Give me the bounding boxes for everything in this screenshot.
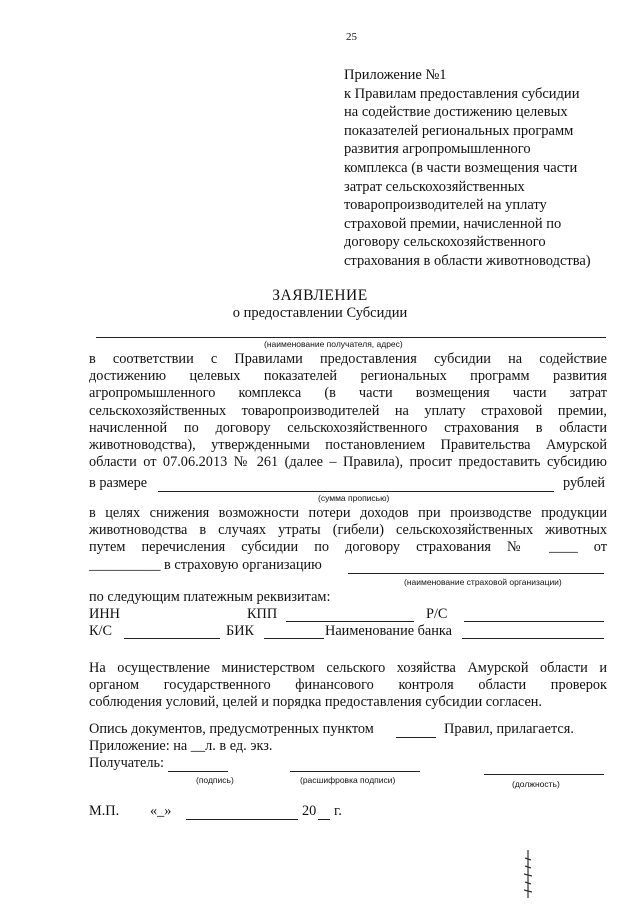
amount-hint: (сумма прописью) bbox=[318, 493, 390, 503]
recipient-field-line[interactable] bbox=[96, 337, 606, 338]
appendix-line: к Правилам предоставления субсидии bbox=[344, 85, 580, 102]
date-month-field[interactable] bbox=[186, 819, 298, 820]
bik-field-line[interactable] bbox=[264, 638, 324, 639]
paragraph-line: На осуществление министерством сельского хозяйства Амурской области и bbox=[89, 660, 607, 676]
document-subtitle: о предоставлении Субсидии bbox=[232, 305, 408, 321]
bik-label: БИК bbox=[226, 623, 255, 639]
date-year-field[interactable] bbox=[318, 819, 330, 820]
inventory-label: Опись документов, предусмотренных пунктом bbox=[89, 721, 374, 737]
paragraph-line: соблюдения условий, целей и порядка предоставления субсидии согласен. bbox=[89, 694, 543, 711]
appendix-block bbox=[344, 66, 614, 271]
paragraph-line: сельскохозяйственных товаропроизводителей на уплату страховой премии, bbox=[89, 402, 607, 419]
paragraph-line: животноводства в случаях утраты (гибели) сельскохозяйственных животных bbox=[89, 522, 607, 539]
appendix-line: показателей региональных программ bbox=[344, 122, 574, 139]
bank-label: Наименование банка bbox=[325, 623, 452, 639]
paragraph-purpose bbox=[89, 505, 607, 557]
inn-label: ИНН bbox=[89, 606, 120, 622]
signature-field-line[interactable] bbox=[168, 771, 228, 772]
appendix-line: страховой премии, начисленной по bbox=[344, 215, 562, 232]
paragraph-consent bbox=[89, 660, 607, 712]
appendix-line: Приложение №1 bbox=[344, 67, 447, 83]
paragraph-line: в соответствии с Правилами предоставления субсидии на содействие bbox=[89, 351, 607, 367]
position-field-line[interactable] bbox=[484, 774, 604, 775]
kpp-label: КПП bbox=[247, 606, 278, 622]
insurer-field-line[interactable] bbox=[348, 573, 604, 574]
amount-field-line[interactable] bbox=[158, 491, 554, 492]
paragraph-main bbox=[89, 351, 607, 471]
date-day: «_» bbox=[150, 803, 172, 819]
recipient-label: Получатель: bbox=[89, 755, 164, 771]
decode-hint: (расшифровка подписи) bbox=[300, 775, 396, 785]
bank-field-line[interactable] bbox=[462, 638, 604, 639]
page-number: 25 bbox=[346, 31, 357, 43]
position-hint: (должность) bbox=[512, 779, 560, 789]
insurer-line: __________ в страховую организацию bbox=[89, 557, 322, 573]
scan-mark-icon bbox=[520, 848, 536, 900]
rs-label: Р/С bbox=[426, 606, 448, 622]
appendix-line: договору сельскохозяйственного bbox=[344, 234, 546, 251]
paragraph-line: области от 07.06.2013 № 261 (далее – Правила), просит предоставить субсидию bbox=[89, 454, 607, 471]
recipient-hint: (наименование получателя, адрес) bbox=[264, 339, 403, 349]
paragraph-line: агропромышленного комплекса (в части возмещения части затрат bbox=[89, 385, 607, 402]
paragraph-line: органом государственного финансового контроля области проверок bbox=[89, 677, 607, 694]
inventory-clause-field[interactable] bbox=[396, 737, 436, 738]
attachment-line: Приложение: на __л. в ед. экз. bbox=[89, 738, 273, 754]
appendix-line: страхования в области животноводства) bbox=[344, 252, 591, 269]
date-year-suffix: г. bbox=[334, 803, 342, 819]
appendix-line: на содействие достижению целевых bbox=[344, 104, 568, 121]
rs-field-line[interactable] bbox=[464, 621, 604, 622]
paragraph-line: животноводства), утвержденными постановлением Правительства Амурской bbox=[89, 436, 607, 453]
document-title: ЗАЯВЛЕНИЕ bbox=[272, 287, 368, 304]
paragraph-line: достижению целевых показателей региональных программ развития bbox=[89, 368, 607, 385]
inventory-suffix: Правил, прилагается. bbox=[444, 721, 574, 737]
date-year-prefix: 20 bbox=[302, 803, 317, 819]
paragraph-line: путем перечисления субсидии по договору страхования № ____ от bbox=[89, 539, 607, 556]
appendix-line: затрат сельскохозяйственных bbox=[344, 178, 525, 195]
amount-label: в размере bbox=[89, 475, 148, 491]
kpp-field-line[interactable] bbox=[286, 621, 414, 622]
ks-label: К/С bbox=[89, 623, 113, 639]
appendix-line: развития агропромышленного bbox=[344, 141, 531, 158]
paragraph-line: начисленной по договору сельскохозяйственного страхования в области bbox=[89, 419, 607, 436]
amount-unit: рублей bbox=[563, 475, 605, 491]
insurer-hint: (наименование страховой организации) bbox=[404, 577, 562, 587]
ks-field-line[interactable] bbox=[124, 638, 220, 639]
paragraph-line: в целях снижения возможности потери доходов при производстве продукции bbox=[89, 505, 607, 521]
decode-field-line[interactable] bbox=[290, 771, 420, 772]
appendix-line: комплекса (в части возмещения части bbox=[344, 159, 578, 176]
signature-hint: (подпись) bbox=[196, 775, 234, 785]
stamp-place-label: М.П. bbox=[89, 803, 120, 819]
requisites-label: по следующим платежным реквизитам: bbox=[89, 589, 331, 605]
appendix-line: товаропроизводителей на уплату bbox=[344, 197, 547, 214]
